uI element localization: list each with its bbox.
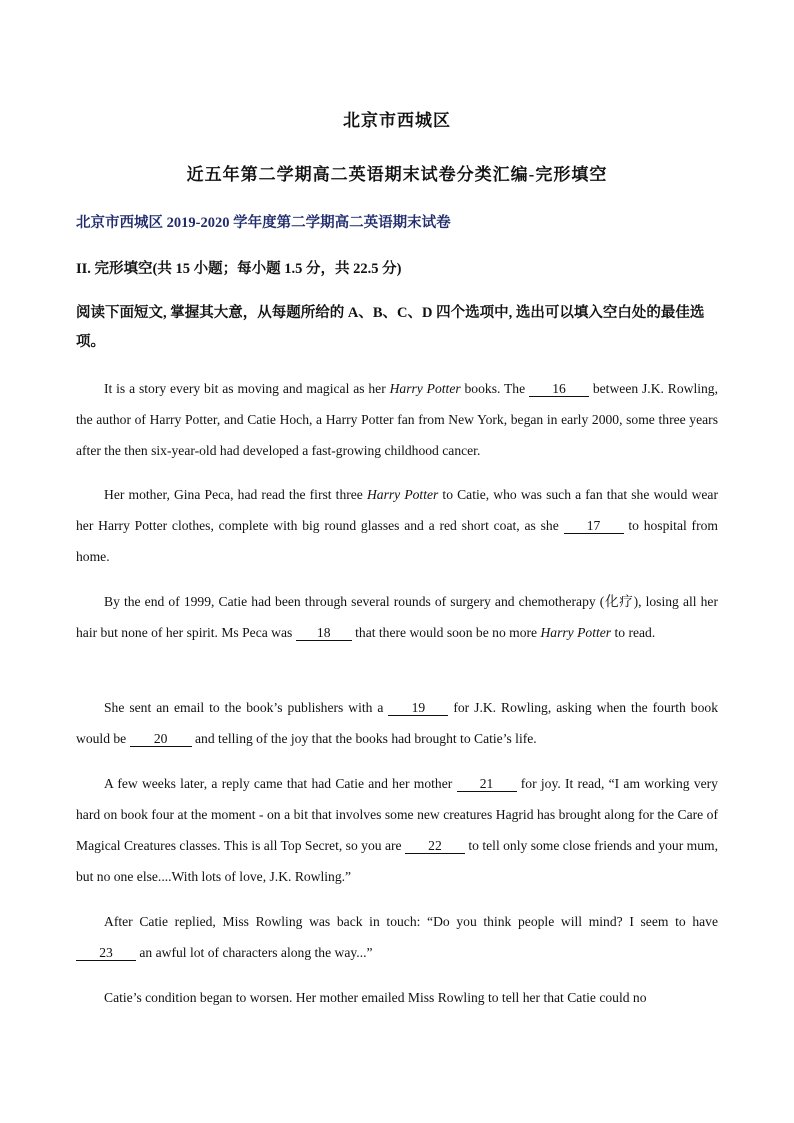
text-run: After Catie replied, Miss Rowling was back in touch: “Do you think people will mind? I seem to have <box>104 914 718 929</box>
text-run: By the end of 1999, Catie had been through several rounds of surgery and chemotherapy (化疗), losing all her hair but none of her spirit. Ms Peca was <box>76 594 718 640</box>
passage-paragraph-2 <box>76 479 718 572</box>
document-title: 北京市西城区 <box>343 111 451 130</box>
blank-21: 21 <box>457 776 517 792</box>
blank-18: 18 <box>296 625 352 641</box>
text-run: Her mother, Gina Peca, had read the first three <box>104 487 367 502</box>
text-run: for joy. It read, “I am working very hard on book four at the moment - on a bit that involves some new creatures Hagrid has brought along for the Care of Magical Creatures classes. This is all Top Secret, so you are <box>76 776 718 853</box>
text-run: books. The <box>460 381 529 396</box>
blank-23: 23 <box>76 945 136 961</box>
blank-17: 17 <box>564 518 624 534</box>
passage-paragraph-3 <box>76 586 718 648</box>
document-subtitle-title: 近五年第二学期高二英语期末试卷分类汇编-完形填空 <box>186 165 608 184</box>
blank-20: 20 <box>130 731 192 747</box>
book-title: Harry Potter <box>366 487 439 502</box>
text-run: for J.K. Rowling, asking when the fourth book would be <box>76 700 718 746</box>
instructions: 阅读下面短文, 掌握其大意，从每题所给的 A、B、C、D 四个选项中, 选出可以填入空白处的最佳选项。 <box>76 305 705 350</box>
book-title: Harry Potter <box>540 625 612 640</box>
passage-paragraph-1 <box>76 373 718 466</box>
text-run: to Catie, who was such a fan that she would wear her Harry Potter clothes, complete with big round glasses and a red short coat, as she <box>76 487 718 533</box>
passage-paragraph-4 <box>76 692 718 754</box>
text-run: to read. <box>611 625 656 640</box>
text-run: an awful lot of characters along the way...” <box>136 945 373 960</box>
blank-16: 16 <box>529 381 589 397</box>
text-run: She sent an email to the book’s publishers with a <box>104 700 389 715</box>
book-title: Harry Potter <box>389 381 461 396</box>
passage-paragraph-6 <box>76 906 718 968</box>
passage-paragraph-5 <box>76 768 718 892</box>
text-run: that there would soon be no more <box>351 625 541 640</box>
passage-paragraph-7 <box>76 982 718 1013</box>
text-run: to tell only some close friends and your mum, but no one else....With lots of love, J.K. Rowling.” <box>76 838 718 884</box>
blank-22: 22 <box>405 838 465 854</box>
section-heading: II. 完形填空(共 15 小题；每小题 1.5 分，共 22.5 分) <box>76 261 402 277</box>
text-run: between J.K. Rowling, the author of Harry Potter, and Catie Hoch, a Harry Potter fan from New York, began in early 2000, some three years after the then six-year-old had developed a fast-growing childhood cancer. <box>76 381 718 458</box>
text-run: It is a story every bit as moving and magical as her <box>104 381 390 396</box>
text-run: A few weeks later, a reply came that had Catie and her mother <box>104 776 457 791</box>
exam-source-heading: 北京市西城区 2019-2020 学年度第二学期高二英语期末试卷 <box>76 215 451 231</box>
text-run: to hospital from home. <box>76 518 718 564</box>
text-run: and telling of the joy that the books had brought to Catie’s life. <box>191 731 537 746</box>
text-run: Catie’s condition began to worsen. Her mother emailed Miss Rowling to tell her that Catie could no <box>104 990 647 1005</box>
blank-19: 19 <box>388 700 448 716</box>
